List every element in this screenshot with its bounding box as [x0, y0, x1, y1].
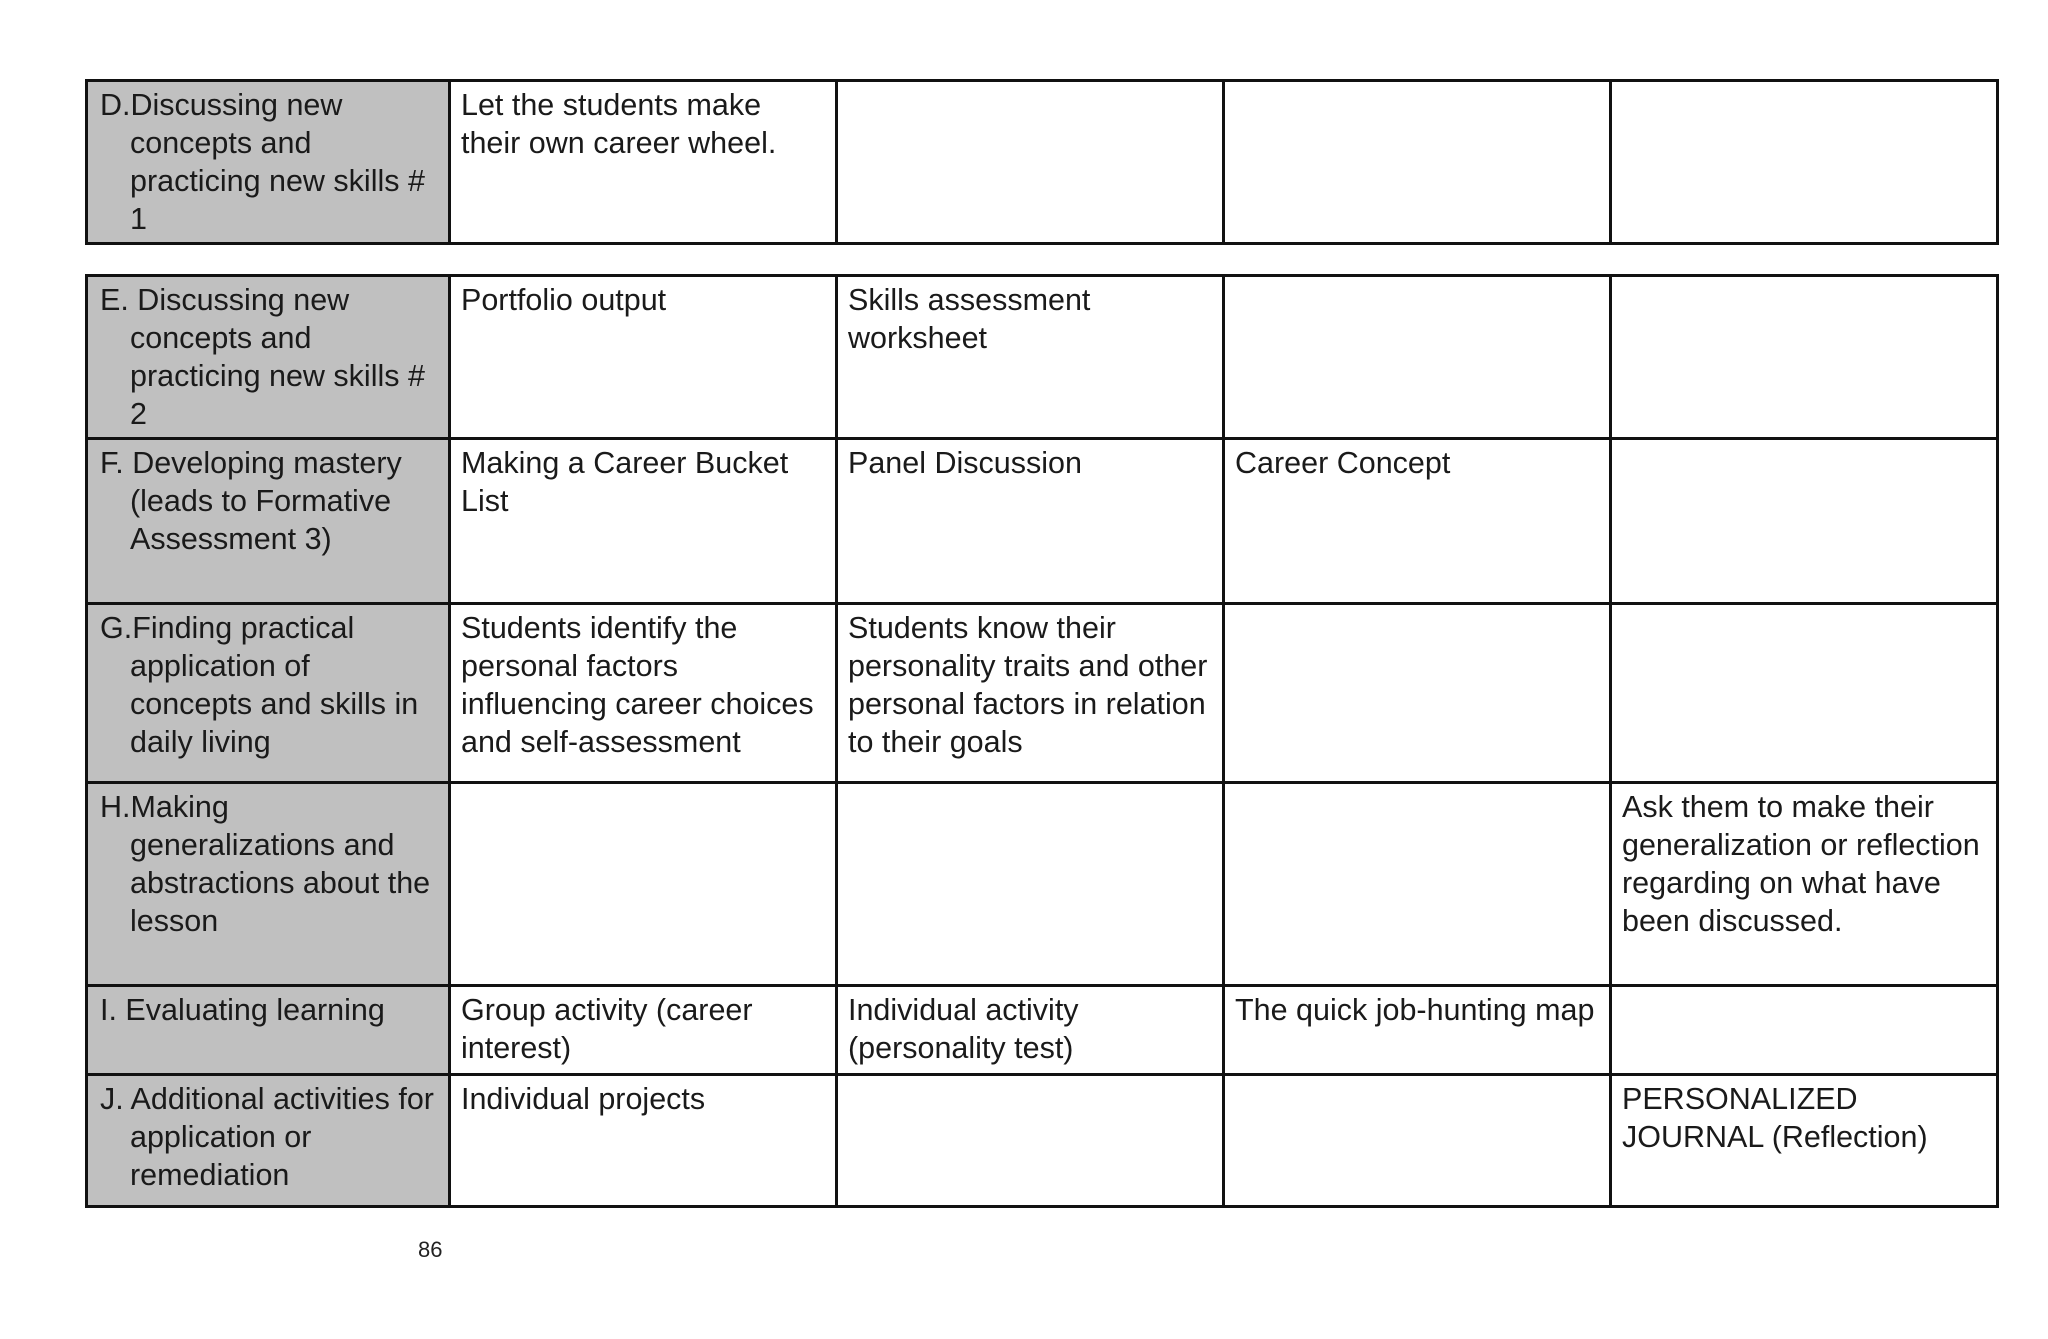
table-cell: Career Concept	[1224, 439, 1611, 604]
table-row-e	[87, 276, 1998, 439]
table-cell	[1224, 783, 1611, 986]
row-label-j: J. Additional activities for application or remediation	[87, 1075, 450, 1207]
table-row-i	[87, 986, 1998, 1075]
table-cell	[1611, 604, 1998, 783]
row-label-e: E. Discussing new concepts and practicing new skills # 2	[87, 276, 450, 439]
table-cell: Students identify the personal factors influencing career choices and self-assessment	[450, 604, 837, 783]
table-cell	[1224, 276, 1611, 439]
row-label-h: H.Making generalizations and abstractions about the lesson	[87, 783, 450, 986]
table-cell	[837, 1075, 1224, 1207]
table-row-j	[87, 1075, 1998, 1207]
table-cell	[837, 783, 1224, 986]
table-cell: PERSONALIZED JOURNAL (Reflection)	[1611, 1075, 1998, 1207]
row-label-f: F. Developing mastery (leads to Formative Assessment 3)	[87, 439, 450, 604]
table-row-g	[87, 604, 1998, 783]
table-cell	[1611, 81, 1998, 244]
table-cell	[1224, 604, 1611, 783]
table-cell: Group activity (career interest)	[450, 986, 837, 1075]
table-cell	[1611, 986, 1998, 1075]
table-cell: Skills assessment worksheet	[837, 276, 1224, 439]
table-cell: Making a Career Bucket List	[450, 439, 837, 604]
lesson-table-top	[85, 79, 1999, 245]
page-number: 86	[418, 1237, 443, 1262]
lesson-table-main	[85, 274, 1999, 1208]
table-cell: Students know their personality traits and other personal factors in relation to their goals	[837, 604, 1224, 783]
table-cell	[1224, 1075, 1611, 1207]
table-cell: Portfolio output	[450, 276, 837, 439]
table-cell: Ask them to make their generalization or reflection regarding on what have been discussed.	[1611, 783, 1998, 986]
table-cell: The quick job-hunting map	[1224, 986, 1611, 1075]
row-label-d: D.Discussing new concepts and practicing new skills # 1	[87, 81, 450, 244]
table-cell: Let the students make their own career wheel.	[450, 81, 837, 244]
table-cell: Individual projects	[450, 1075, 837, 1207]
table-cell: Individual activity (personality test)	[837, 986, 1224, 1075]
table-cell	[1611, 439, 1998, 604]
row-label-g: G.Finding practical application of concepts and skills in daily living	[87, 604, 450, 783]
table-cell: Panel Discussion	[837, 439, 1224, 604]
table-row-h	[87, 783, 1998, 986]
table-cell	[837, 81, 1224, 244]
row-label-i: I. Evaluating learning	[87, 986, 450, 1075]
table-cell	[1611, 276, 1998, 439]
table-cell	[450, 783, 837, 986]
table-cell	[1224, 81, 1611, 244]
table-row-d	[87, 81, 1998, 244]
table-row-f	[87, 439, 1998, 604]
